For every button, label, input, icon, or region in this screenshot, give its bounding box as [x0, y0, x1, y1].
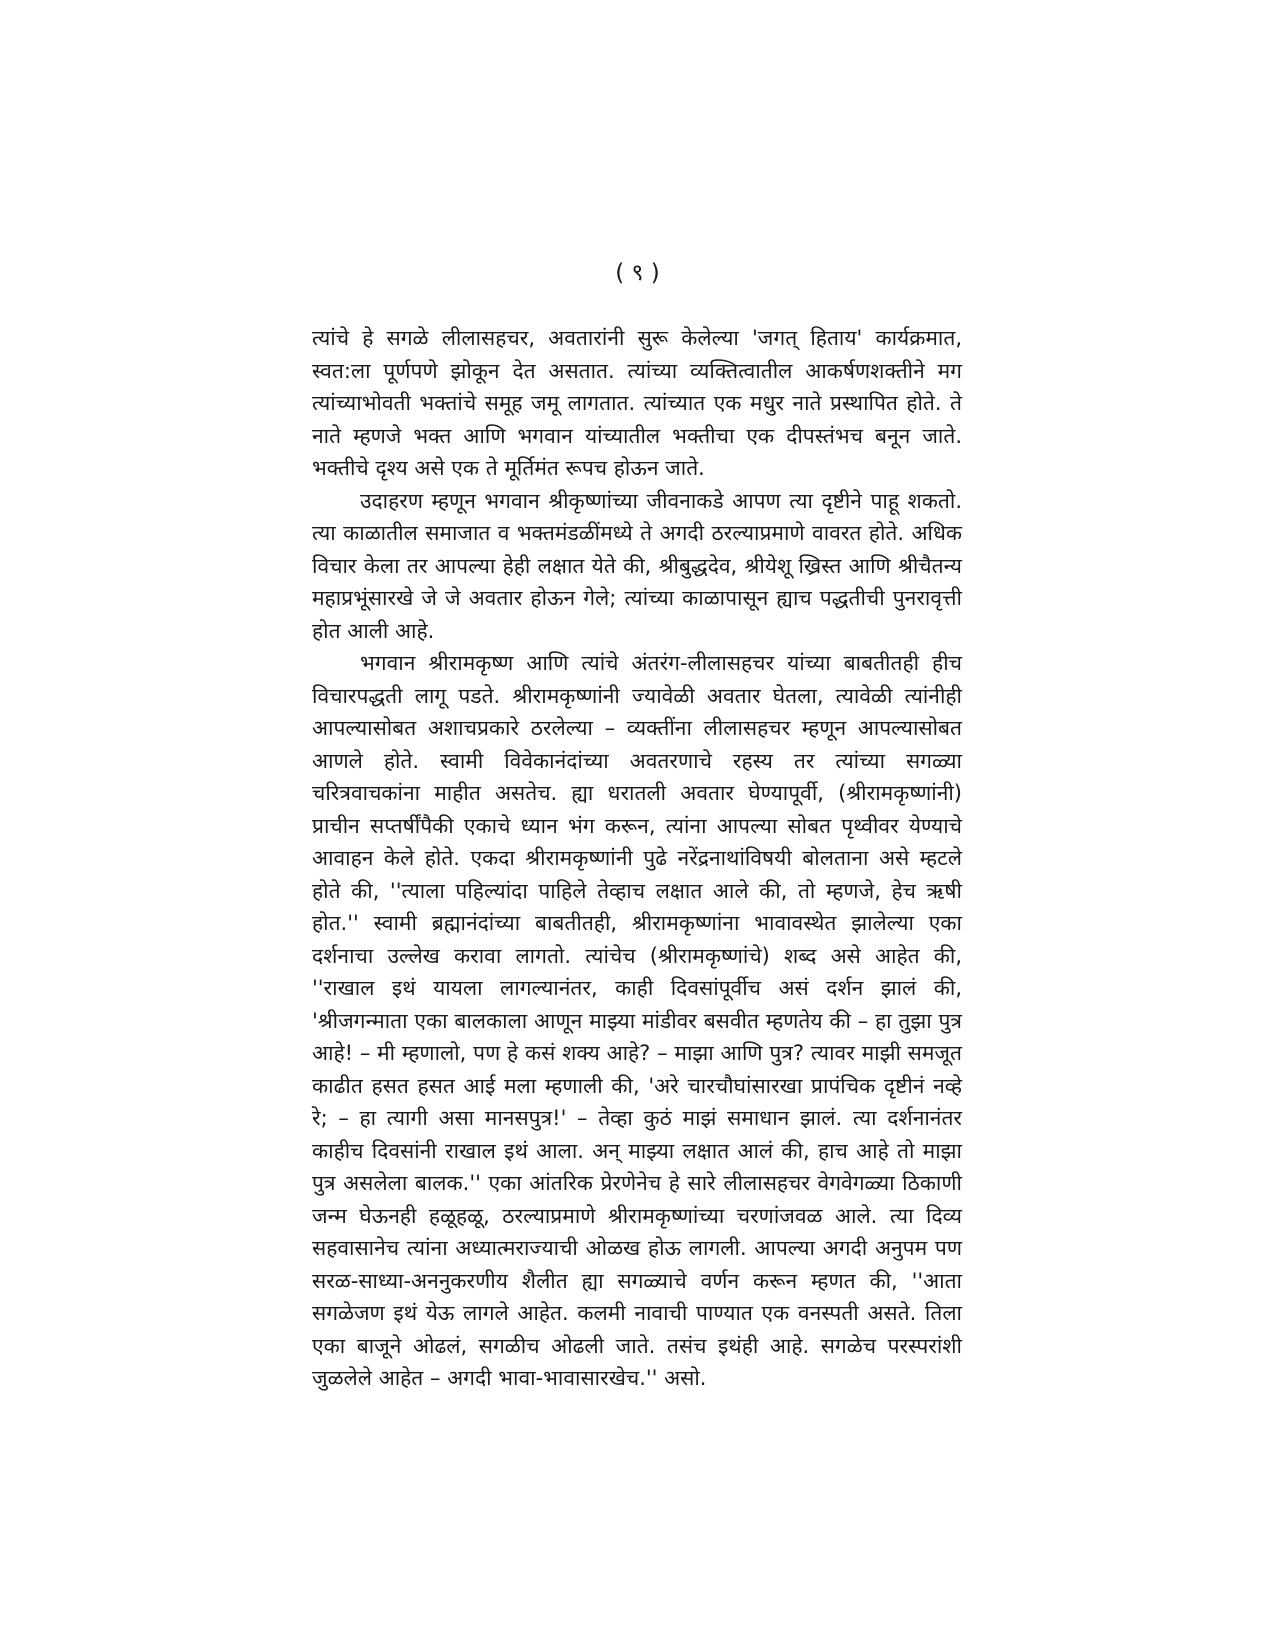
body-text — [312, 322, 962, 1395]
paragraph-1: त्यांचे हे सगळे लीलासहचर, अवतारांनी सुरू केलेल्या 'जगत् हिताय' कार्यक्रमात, स्वत:ला पूर्णपणे झोकून देत असतात. त्यांच्या व्यक्तित्वातील आकर्षणशक्तीने मग त्यांच्याभोवती भक्तांचे समूह जमू लागतात. त्यांच्यात एक मधुर नाते प्रस्थापित होते. ते नाते म्हणजे भक्त आणि भगवान यांच्यातील भक्तीचा एक दीपस्तंभच बनून जाते. भक्तीचे दृश्य असे एक ते मूर्तिमंत रूपच होऊन जाते. — [312, 326, 962, 480]
page-number: ( ९ ) — [615, 260, 660, 286]
paragraph-2: उदाहरण म्हणून भगवान श्रीकृष्णांच्या जीवनाकडे आपण त्या दृष्टीने पाहू शकतो. त्या काळातील समाजात व भक्तमंडळींमध्ये ते अगदी ठरल्याप्रमाणे वावरत होते. अधिक विचार केला तर आपल्या हेही लक्षात येते की, श्रीबुद्धदेव, श्रीयेशू ख्रिस्त आणि श्रीचैतन्य महाप्रभूंसारखे जे जे अवतार होऊन गेले; त्यांच्या काळापासून ह्याच पद्धतीची पुनरावृत्ती होत आली आहे. — [312, 488, 962, 643]
paragraph-3: भगवान श्रीरामकृष्ण आणि त्यांचे अंतरंग-लीलासहचर यांच्या बाबतीतही हीच विचारपद्धती लागू पडते. श्रीरामकृष्णांनी ज्यावेळी अवतार घेतला, त्यावेळी त्यांनीही आपल्यासोबत अशाचप्रकारे ठरलेल्या – व्यक्तींना लीलासहचर म्हणून आपल्यासोबत आणले होते. स्वामी विवेकानंदांच्या अवतरणाचे रहस्य तर त्यांच्या सगळ्या चरित्रवाचकांना माहीत असतेच. ह्या धरातली अवतार घेण्यापूर्वी, (श्रीरामकृष्णांनी) प्राचीन सप्तर्षींपैकी एकाचे ध्यान भंग करून, त्यांना आपल्या सोबत पृथ्वीवर येण्याचे आवाहन केले होते. एकदा श्रीरामकृष्णांनी पुढे नरेंद्रनाथांविषयी बोलताना असे म्हटले होते की, ''त्याला पहिल्यांदा पाहिले तेव्हाच लक्षात आले की, तो म्हणजे, हेच ऋषी होत.'' स्वामी ब्रह्मानंदांच्या बाबतीतही, श्रीरामकृष्णांना भावावस्थेत झालेल्या एका दर्शनाचा उल्लेख करावा लागतो. त्यांचेच (श्रीरामकृष्णांचे) शब्द असे आहेत की, ''राखाल इथं यायला लागल्यानंतर, काही दिवसांपूर्वीच असं दर्शन झालं की, 'श्रीजगन्माता एका बालकाला आणून माझ्या मांडीवर बसवीत म्हणतेय की – हा तुझा पुत्र आहे! – मी म्हणालो, पण हे कसं शक्य आहे? – माझा आणि पुत्र? त्यावर माझी समजूत काढीत हसत हसत आई मला म्हणाली की, 'अरे चारचौघांसारखा प्रापंचिक दृष्टीनं नव्हे रे; – हा त्यागी असा मानसपुत्र!' – तेव्हा कुठं माझं समाधान झालं. त्या दर्शनानंतर काहीच दिवसांनी राखाल इथं आला. अन् माझ्या लक्षात आलं की, हाच आहे तो माझा पुत्र असलेला बालक.'' एका आंतरिक प्रेरणेनेच हे सारे लीलासहचर वेगवेगळ्या ठिकाणी जन्म घेऊनही हळूहळू, ठरल्याप्रमाणे श्रीरामकृष्णांच्या चरणांजवळ आले. त्या दिव्य सहवासानेच त्यांना अध्यात्मराज्याची ओळख होऊ लागली. आपल्या अगदी अनुपम पण सरळ-साध्या-अननुकरणीय शैलीत ह्या सगळ्याचे वर्णन करून म्हणत की, ''आता सगळेजण इथं येऊ लागले आहेत. कलमी नावाची पाण्यात एक वनस्पती असते. तिला एका बाजूने ओढलं, सगळीच ओढली जाते. तसंच इथंही आहे. सगळेच परस्परांशी जुळलेले आहेत – अगदी भावा-भावासारखेच.'' असो. — [312, 651, 962, 1390]
